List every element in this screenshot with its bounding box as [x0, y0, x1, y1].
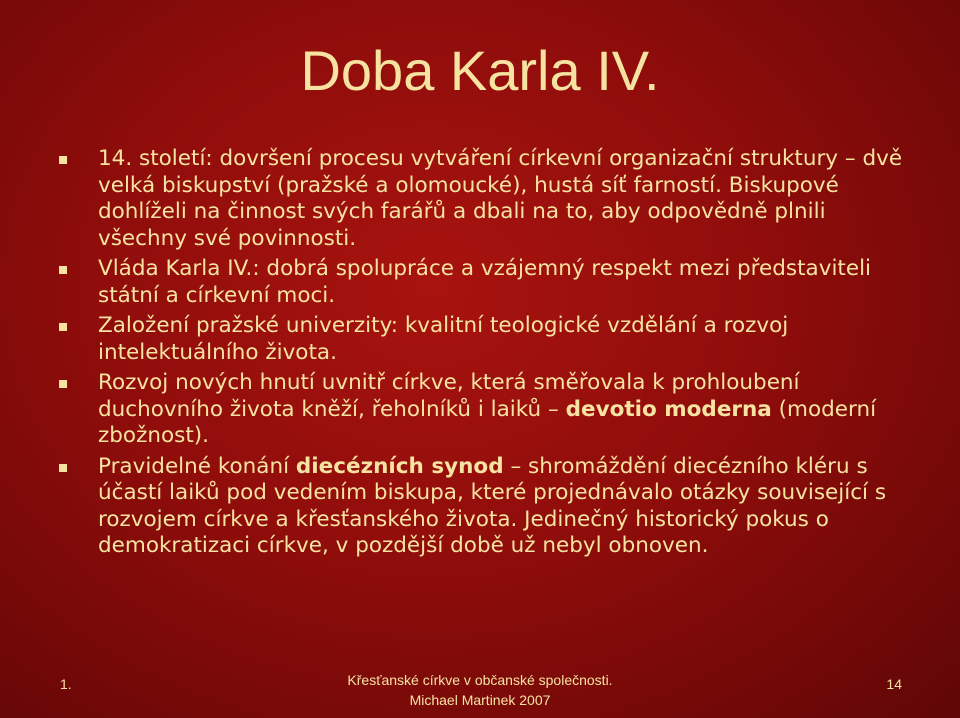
footer-slide-section: 1.: [60, 676, 72, 692]
bullet-text-pre: Pravidelné konání: [98, 453, 296, 479]
bullet-text-bold: devotio moderna: [565, 396, 772, 422]
bullet-text-post: – shromáždění diecézního kléru s účastí laiků pod vedením biskupa, které projednávalo otázky související s rozvojem církve a křesťanského života. Jedinečný historický pokus o demokratizaci církve, v pozdější době už nebyl obnoven.: [98, 453, 887, 558]
footer-course-title: Křesťanské církve v občanské společnosti.: [347, 672, 613, 688]
square-bullet-icon: [59, 464, 67, 472]
footer-title: [0, 670, 960, 710]
bullet-item: [58, 454, 918, 560]
footer-author: Michael Martinek 2007: [409, 692, 551, 708]
square-bullet-icon: [59, 380, 67, 388]
bullet-item: [58, 370, 918, 450]
bullet-text: Založení pražské univerzity: kvalitní teologické vzdělání a rozvoj intelektuálního života.: [98, 313, 789, 365]
square-bullet-icon: [59, 156, 67, 164]
bullet-text: 14. století: dovršení procesu vytváření církevní organizační struktury – dvě velká biskupství (pražské a olomoucké), hustá síť farností. Biskupové dohlíželi na činnost svých farářů a dbali na to, aby odpovědně plnili všechny své povinnosti.: [98, 146, 903, 251]
bullet-text-pre: Rozvoj nových hnutí uvnitř církve, která směřovala k prohloubení duchovního života kněží, řeholníků i laiků –: [98, 370, 800, 422]
bullet-text-bold: diecézních synod: [295, 453, 504, 479]
square-bullet-icon: [59, 323, 67, 331]
page-number: 14: [886, 676, 902, 692]
square-bullet-icon: [59, 266, 67, 274]
bullet-text: Vláda Karla IV.: dobrá spolupráce a vzájemný respekt mezi představiteli státní a církevní moci.: [98, 256, 872, 308]
slide-title: Doba Karla IV.: [300, 39, 660, 102]
bullet-list: [58, 146, 918, 564]
bullet-item: [58, 146, 918, 252]
bullet-text-post: (moderní zbožnost).: [98, 396, 877, 448]
bullet-item: [58, 256, 918, 309]
bullet-item: [58, 313, 918, 366]
